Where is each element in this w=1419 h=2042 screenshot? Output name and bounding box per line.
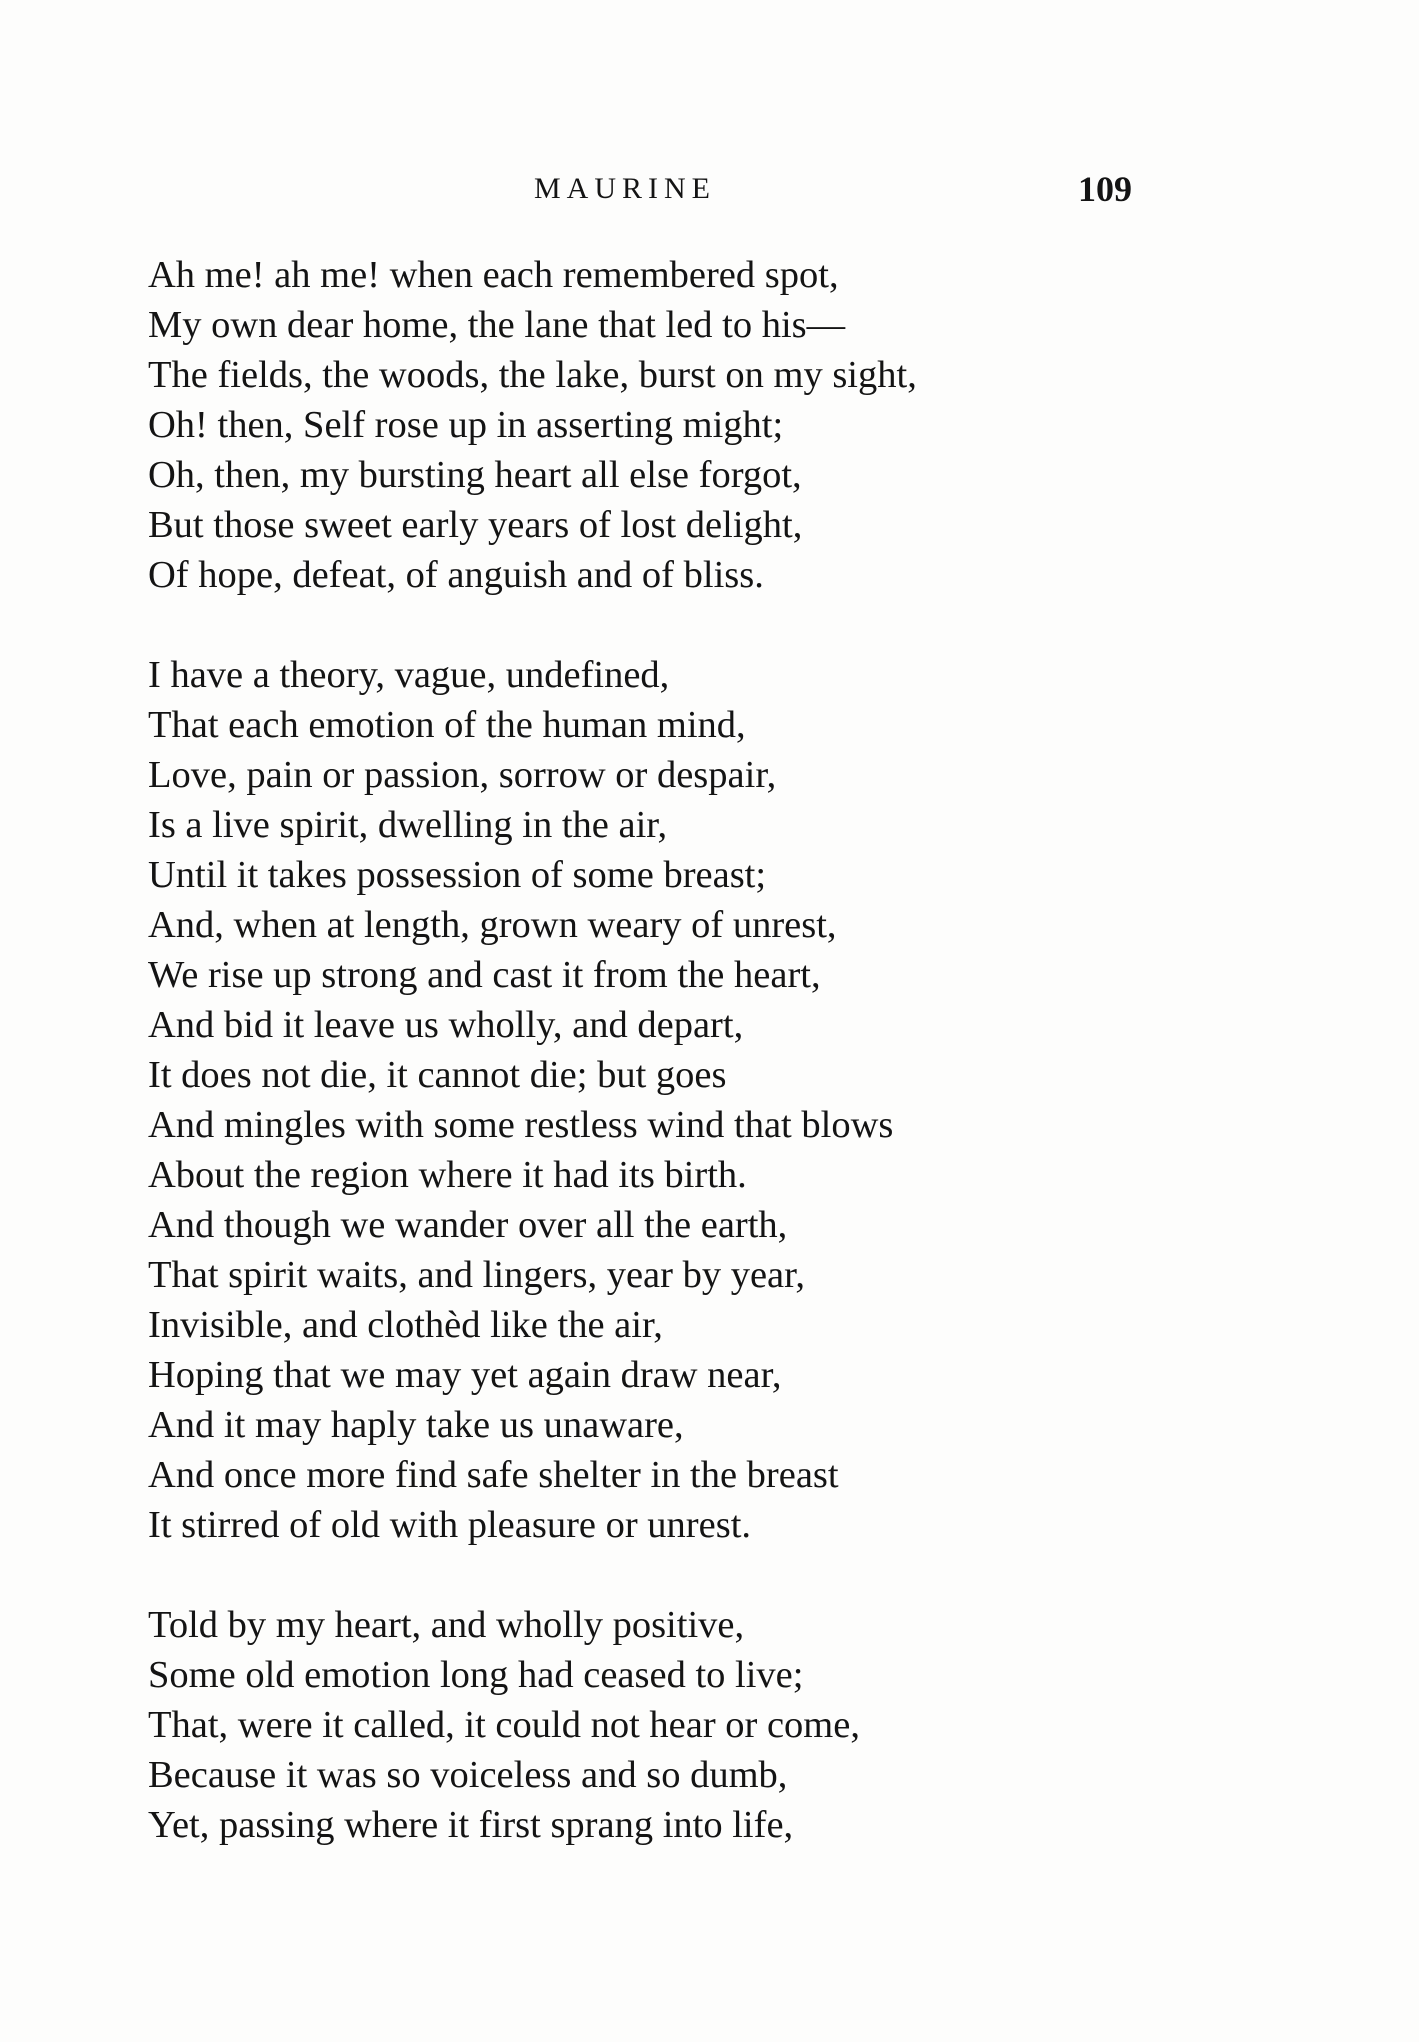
verse-line: And, when at length, grown weary of unrest, xyxy=(148,904,837,946)
verse-line: Invisible, and clothèd like the air, xyxy=(148,1304,663,1346)
verse-line: And mingles with some restless wind that blows xyxy=(148,1104,894,1146)
verse-line: But those sweet early years of lost delight, xyxy=(148,504,803,546)
verse-line: Is a live spirit, dwelling in the air, xyxy=(148,804,668,846)
verse-line: Some old emotion long had ceased to live; xyxy=(148,1654,804,1696)
verse-line: Of hope, defeat, of anguish and of bliss. xyxy=(148,554,764,596)
verse-line: Yet, passing where it first sprang into life, xyxy=(148,1804,794,1846)
verse-line: My own dear home, the lane that led to his— xyxy=(148,304,846,346)
verse-line: I have a theory, vague, undefined, xyxy=(148,654,670,696)
stanza-2 xyxy=(148,650,1308,1550)
verse-line: Hoping that we may yet again draw near, xyxy=(148,1354,782,1396)
stanza-3 xyxy=(148,1600,1308,1850)
verse-line: Oh, then, my bursting heart all else forgot, xyxy=(148,454,802,496)
verse-line: And once more find safe shelter in the breast xyxy=(148,1454,839,1496)
verse-line: That spirit waits, and lingers, year by year, xyxy=(148,1254,806,1296)
verse-line: And though we wander over all the earth, xyxy=(148,1204,788,1246)
running-head: MAURINE xyxy=(534,172,716,205)
verse-line: That each emotion of the human mind, xyxy=(148,704,746,746)
verse-line: And bid it leave us wholly, and depart, xyxy=(148,1004,744,1046)
verse-line: Because it was so voiceless and so dumb, xyxy=(148,1754,788,1796)
verse-line: Until it takes possession of some breast; xyxy=(148,854,767,896)
verse-line: About the region where it had its birth. xyxy=(148,1154,747,1196)
verse-line: That, were it called, it could not hear or come, xyxy=(148,1704,860,1746)
verse-line: Ah me! ah me! when each remembered spot, xyxy=(148,254,839,296)
verse-line: And it may haply take us unaware, xyxy=(148,1404,684,1446)
verse-line: It does not die, it cannot die; but goes xyxy=(148,1054,727,1096)
verse-line: We rise up strong and cast it from the heart, xyxy=(148,954,821,996)
page-number: 109 xyxy=(1078,169,1132,209)
verse-line: Love, pain or passion, sorrow or despair, xyxy=(148,754,777,796)
poem-body xyxy=(148,250,1308,1850)
stanza-1 xyxy=(148,250,1308,600)
verse-line: The fields, the woods, the lake, burst on my sight, xyxy=(148,354,917,396)
verse-line: Oh! then, Self rose up in asserting might; xyxy=(148,404,784,446)
verse-line: Told by my heart, and wholly positive, xyxy=(148,1604,745,1646)
verse-line: It stirred of old with pleasure or unrest. xyxy=(148,1504,752,1546)
